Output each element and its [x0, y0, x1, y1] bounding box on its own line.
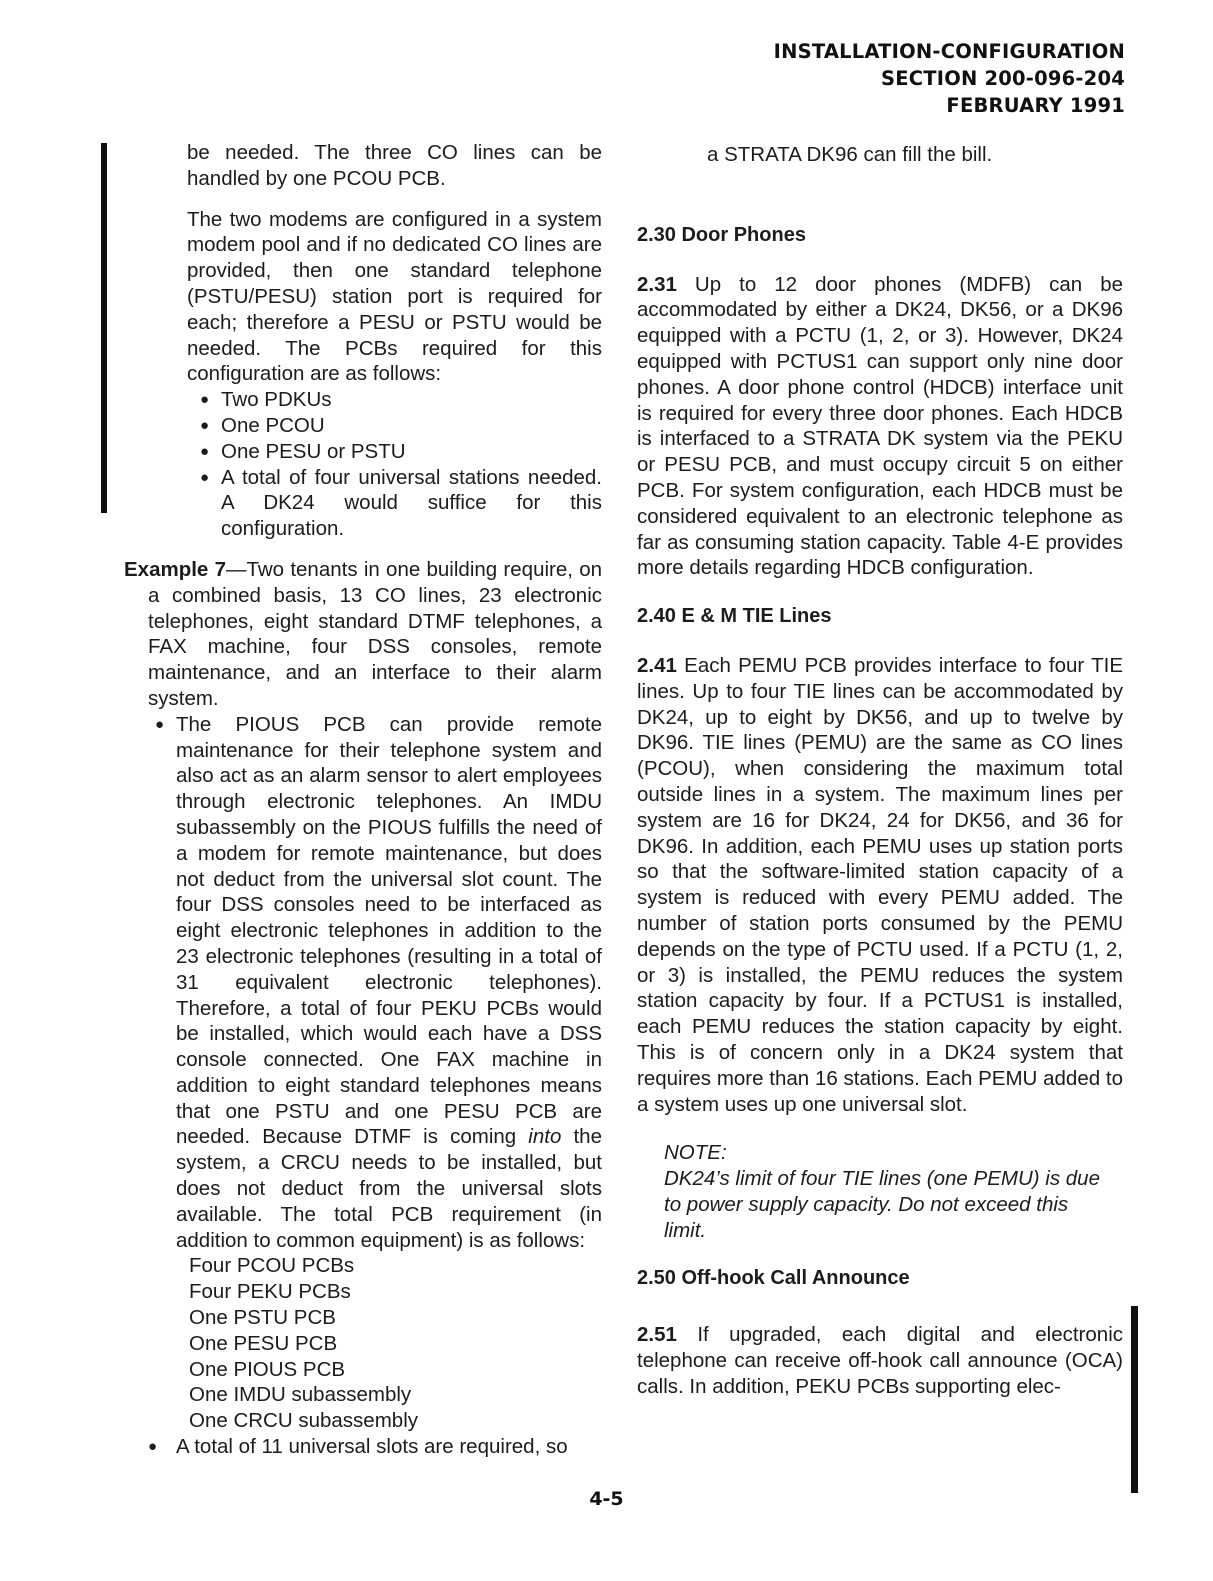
note-block: [637, 1140, 1123, 1243]
heading-2-50: 2.50 Off-hook Call Announce: [637, 1267, 910, 1290]
right-column: [637, 142, 1123, 1400]
header-line-3: FEBRUARY 1991: [946, 94, 1125, 117]
right-continuation: a STRATA DK96 can fill the bill.: [707, 143, 993, 166]
note-text: DK24’s limit of four TIE lines (one PEMU) is due to power supply capacity. Do not exceed this limit.: [664, 1167, 1100, 1242]
page-header: [774, 38, 1125, 119]
list-item: ● One PCOU: [200, 413, 325, 437]
note-label: NOTE:: [664, 1141, 727, 1165]
revision-bar-right: [1131, 1306, 1138, 1493]
bullet-icon: ●: [148, 1438, 158, 1456]
example-7-paragraph: Example 7—Two tenants in one building require, on a combined basis, 13 CO lines, 23 electronic telephones, eight standard DTMF telephones, a FAX machine, four DSS consoles, remote maintenance, and an interface to their alarm system.: [124, 557, 602, 710]
bullet-icon: ●: [200, 416, 210, 434]
bullet-icon: ●: [200, 391, 210, 409]
paragraph-2-41: 2.41 Each PEMU PCB provides interface to four TIE lines. Up to four TIE lines can be accommodated by DK24, up to eight by DK56, and up to twelve by DK96. TIE lines (PEMU) are the same as CO lines (PCOU), when considering the maximum total outside lines in a system. The maximum lines per system are 16 for DK24, 24 for DK56, and 36 for DK96. In addition, each PEMU uses up station ports so that the software-limited station capacity of a system is reduced with every PEMU added. The number of station ports consumed by the PEMU depends on the type of PCTU used. If a PCTU (1, 2, or 3) is installed, the PEMU reduces the system station capacity by four. If a PCTUS1 is installed, each PEMU reduces the station capacity by eight. This is of concern only in a DK24 system that requires more than 16 stations. Each PEMU added to a system uses up one universal slot.: [637, 653, 1123, 1116]
list-item: ● The PIOUS PCB can provide remote maintenance for their telephone system and also act as an alarm sensor to alert employees through electronic telephones. An IMDU subassembly on the PIOUS fulfills the need of a modem for remote maintenance, but does not deduct from the universal slot count. The four DSS consoles need to be interfaced as eight electronic telephones in addition to the 23 electronic telephones (resulting in a total of 31 equivalent electronic telephones). Therefore, a total of four PEKU PCBs would be installed, which would each have a DSS console connected. One FAX machine in addition to eight standard telephones means that one PSTU and one PESU PCB are needed. Because DTMF is coming into the system, a CRCU needs to be installed, but does not deduct from the universal slots available. The total PCB requirement (in addition to common equipment) is as follows:: [155, 712, 602, 1252]
left-paragraph-a: be needed. The three CO lines can be handled by one PCOU PCB.: [187, 141, 602, 190]
paragraph-2-31: 2.31 Up to 12 door phones (MDFB) can be accommodated by either a DK24, DK56, or a DK96 equipped with a PCTU (1, 2, or 3). However, DK24 equipped with PCTUS1 can support only nine door phones. A door phone control (HDCB) interface unit is required for every three door phones. Each HDCB is interfaced to a STRATA DK system via the PEKU or PESU PCB, and must occupy circuit 5 on either PCB. For system configuration, each HDCB must be considered equivalent to an electronic telephone as far as consuming station capacity. Table 4-E provides more details regarding HDCB configuration.: [637, 272, 1123, 580]
list-item: ● One PESU or PSTU: [200, 439, 406, 463]
bullet-icon: ●: [155, 715, 165, 733]
pcb-list-item: One CRCU subassembly: [189, 1409, 418, 1433]
left-paragraph-b: The two modems are configured in a system modem pool and if no dedicated CO lines are provided, then one standard telephone (PSTU/PESU) station port is required for each; therefore a PESU or PSTU would be needed. The PCBs required for this configuration are as follows:: [187, 207, 602, 386]
list-item: ● A total of 11 universal slots are required, so: [148, 1435, 568, 1459]
heading-2-30: 2.30 Door Phones: [637, 223, 806, 246]
pcb-list-item: Four PEKU PCBs: [189, 1280, 351, 1304]
header-line-1: INSTALLATION-CONFIGURATION: [773, 40, 1125, 63]
page-number: 4-5: [589, 1488, 624, 1510]
header-line-2: SECTION 200-096-204: [880, 67, 1125, 90]
bullet-icon: ●: [200, 468, 210, 486]
pcb-list-item: One PIOUS PCB: [189, 1357, 346, 1381]
example-label: Example 7: [124, 557, 226, 581]
paragraph-2-51: 2.51 If upgraded, each digital and electronic telephone can receive off-hook call announce (OCA) calls. In addition, PEKU PCBs supporting elec-: [637, 1323, 1123, 1398]
left-column: [124, 140, 602, 1460]
pcb-list-item: One PESU PCB: [189, 1331, 338, 1355]
revision-bar-left: [101, 143, 107, 513]
bullet-icon: ●: [200, 442, 210, 460]
list-item: ● Two PDKUs: [200, 388, 332, 412]
pcb-list-item: One IMDU subassembly: [189, 1383, 412, 1407]
list-item: ● A total of four universal stations needed. A DK24 would suffice for this configuration.: [200, 465, 602, 541]
pcb-list-item: Four PCOU PCBs: [189, 1254, 355, 1278]
heading-2-40: 2.40 E & M TIE Lines: [637, 605, 832, 628]
pcb-requirement-list: [124, 1253, 602, 1434]
pcb-list-item: One PSTU PCB: [189, 1306, 336, 1330]
